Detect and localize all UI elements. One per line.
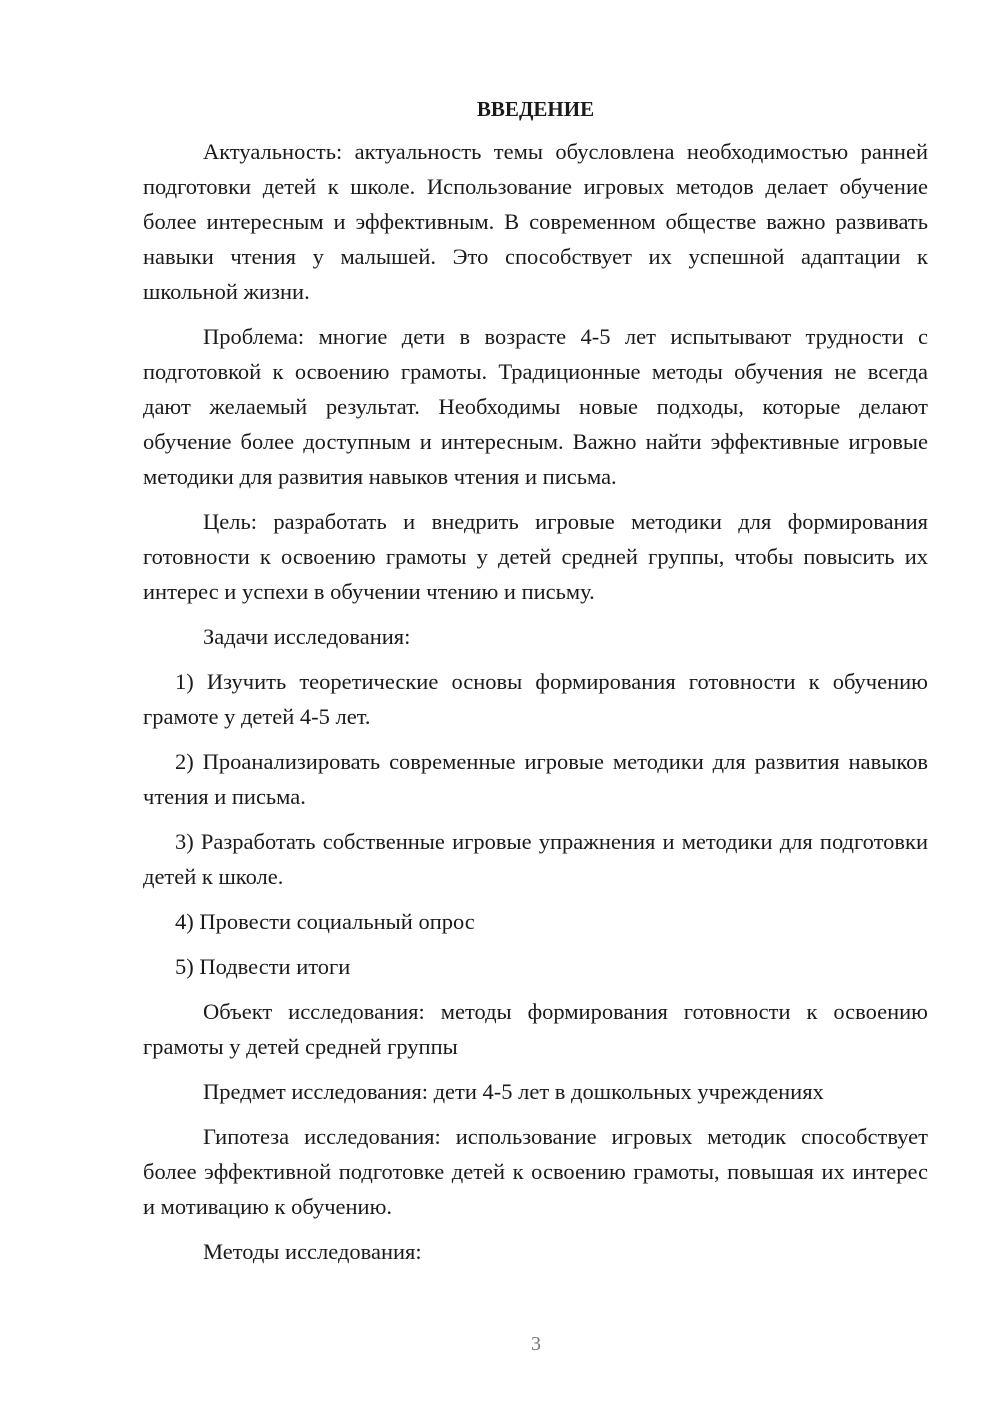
hypothesis-paragraph: Гипотеза исследования: использование игровых методик способствует более эффективной подготовке детей к освоению грамоты, повышая их интерес и мотивацию к обучению. (143, 1124, 928, 1219)
methods-title: Методы исследования: (203, 1239, 422, 1264)
problem-paragraph: Проблема: многие дети в возрасте 4-5 лет испытывают трудности с подготовкой к освоению грамоты. Традиционные методы обучения не всегда дают желаемый результат. Необходимы новые подходы, которые делают обучение более доступным и интересным. Важно найти эффективные игровые методики для развития навыков чтения и письма. (143, 324, 928, 489)
task-item-4: 4) Провести социальный опрос (175, 909, 475, 934)
goal-paragraph: Цель: разработать и внедрить игровые методики для формирования готовности к освоению грамоты у детей средней группы, чтобы повысить их интерес и успехи в обучении чтению и письму. (143, 509, 928, 604)
section-heading: ВВЕДЕНИЕ (476, 97, 595, 121)
task-item-5: 5) Подвести итоги (175, 954, 351, 979)
relevance-paragraph: Актуальность: актуальность темы обусловлена необходимостью ранней подготовки детей к школе. Использование игровых методов делает обучение более интересным и эффективным. В современном обществе важно развивать навыки чтения у малышей. Это способствует их успешной адаптации к школьной жизни. (143, 139, 928, 304)
page-number: 3 (531, 1333, 541, 1355)
task-item-1: 1) Изучить теоретические основы формирования готовности к обучению грамоте у детей 4-5 лет. (143, 669, 928, 729)
page-content (143, 92, 928, 1279)
tasks-title: Задачи исследования: (203, 624, 411, 649)
task-item-2: 2) Проанализировать современные игровые методики для развития навыков чтения и письма. (143, 749, 928, 809)
task-item-3: 3) Разработать собственные игровые упражнения и методики для подготовки детей к школе. (143, 829, 928, 889)
object-paragraph: Объект исследования: методы формирования готовности к освоению грамоты у детей средней группы (143, 999, 928, 1059)
subject-paragraph: Предмет исследования: дети 4-5 лет в дошкольных учреждениях (203, 1079, 824, 1104)
